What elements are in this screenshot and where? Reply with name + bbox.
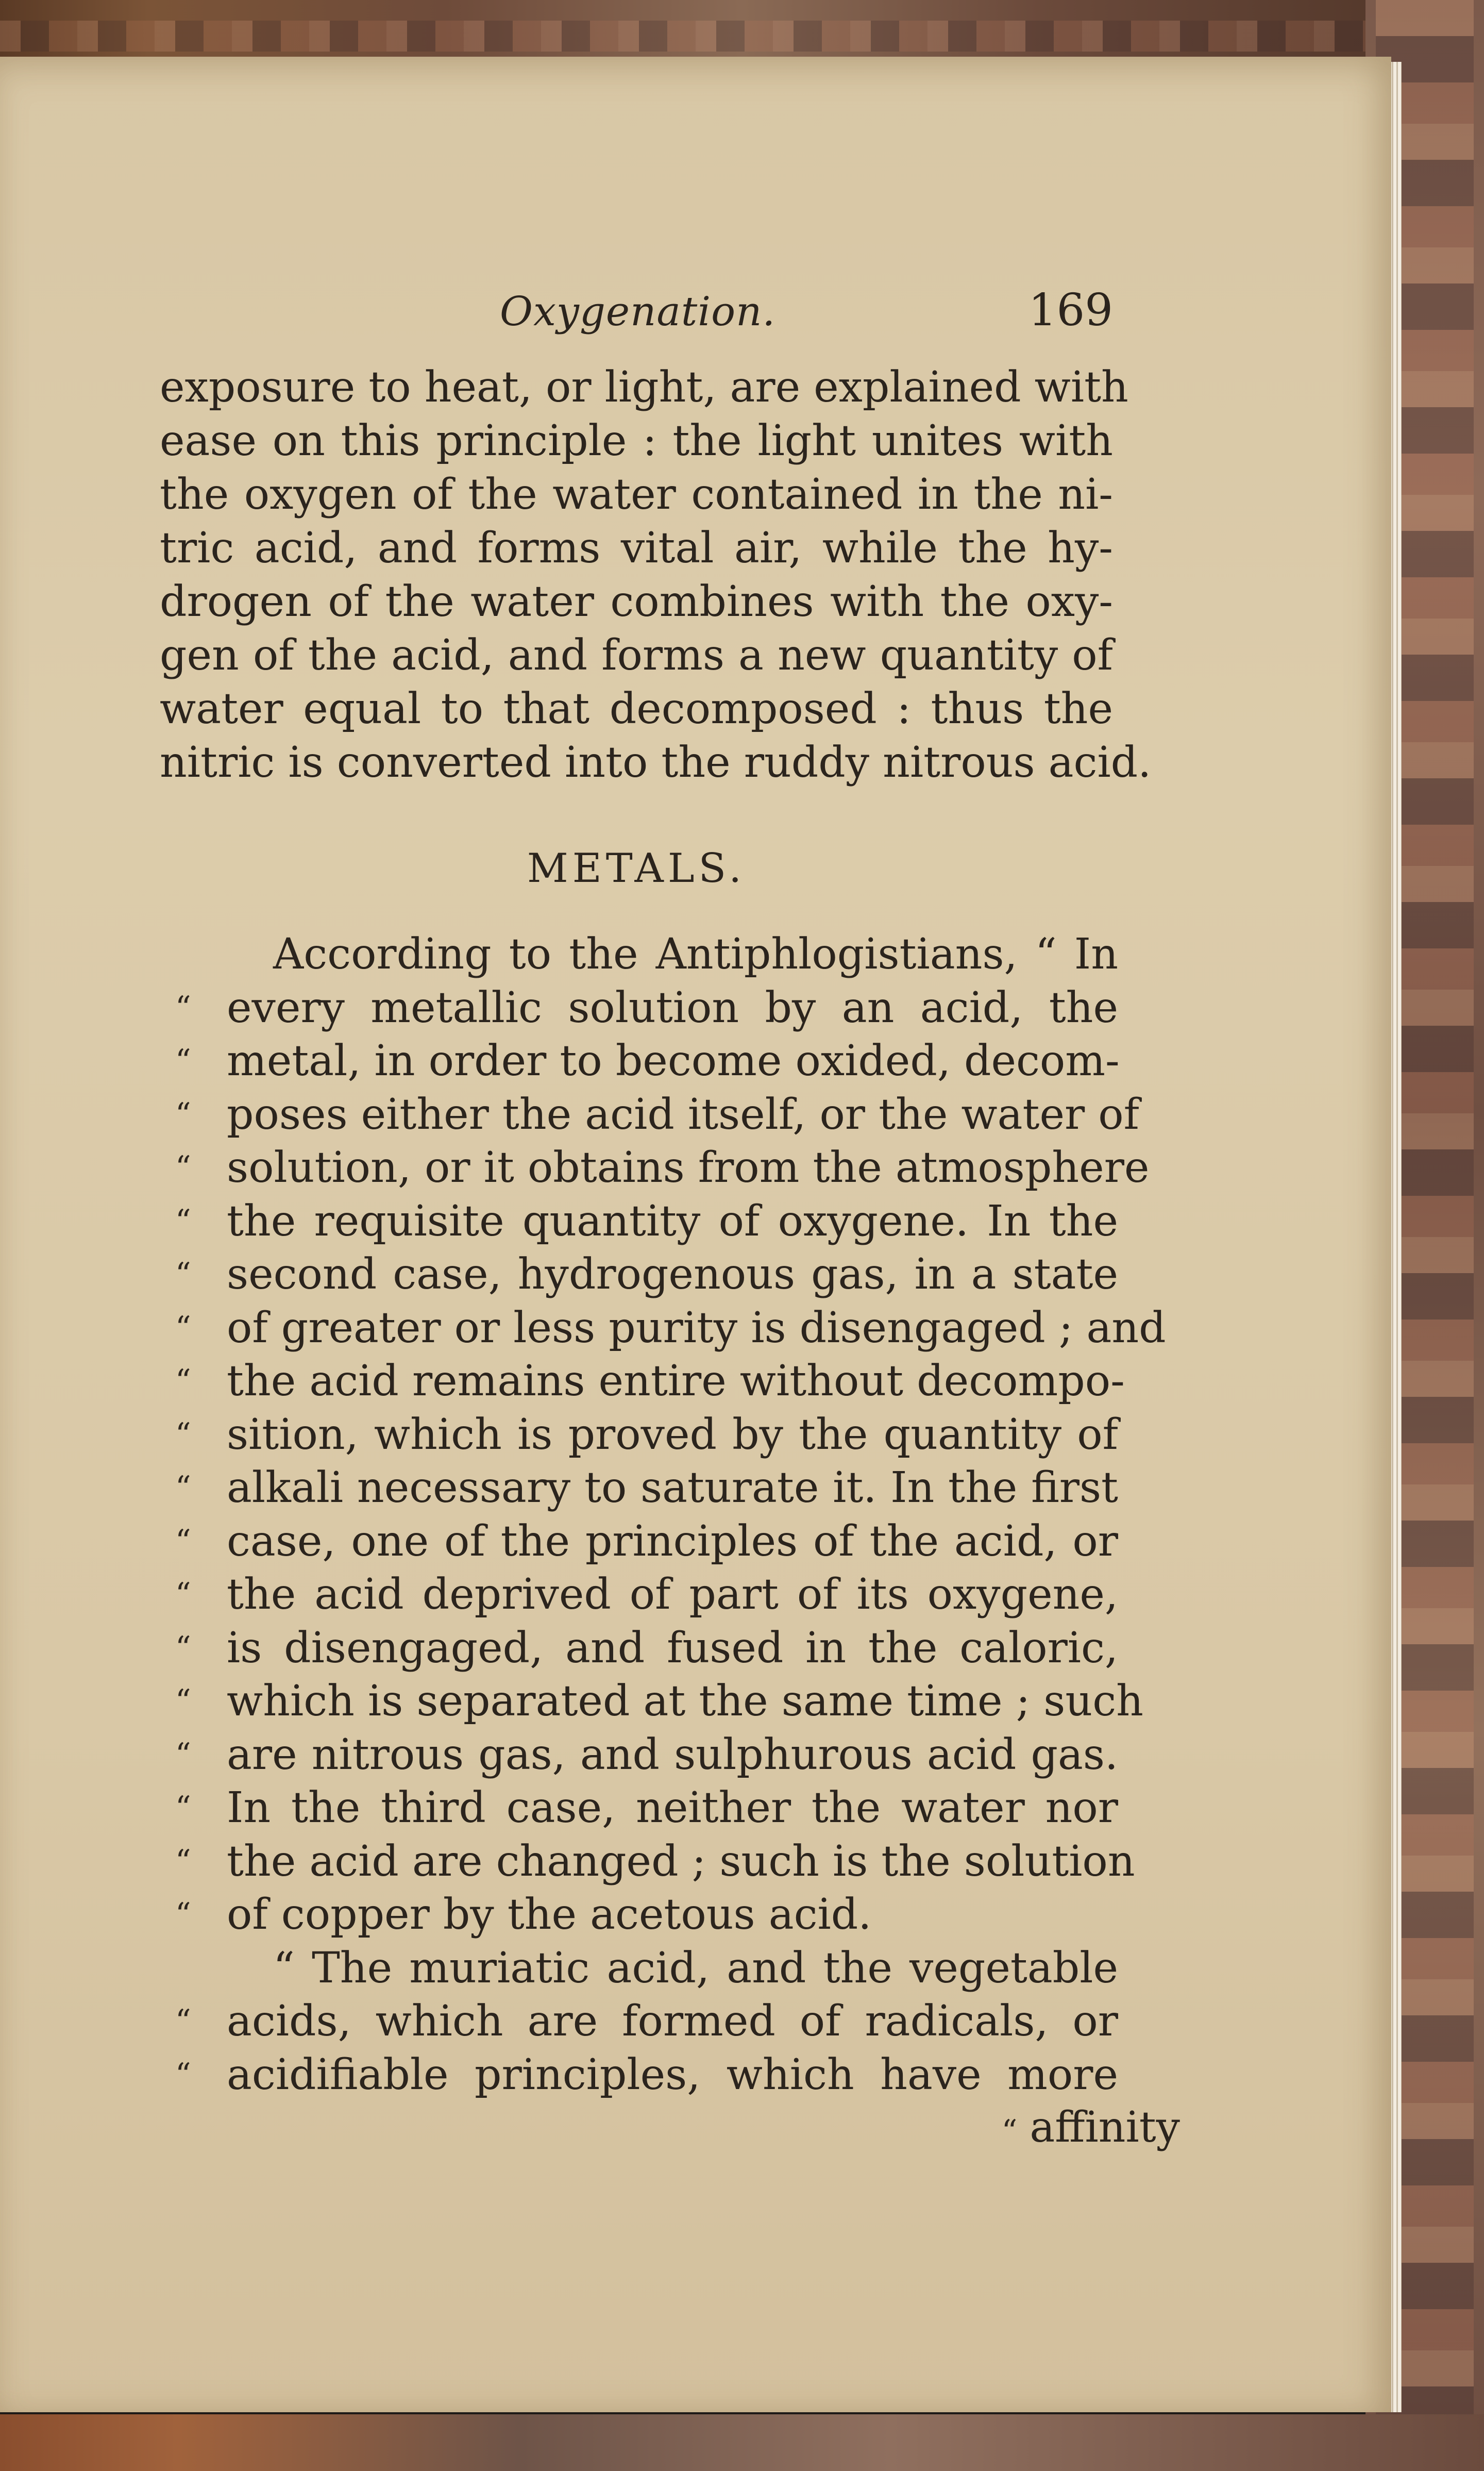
quote-text: the acid remains entire without decompo- bbox=[227, 1357, 1125, 1406]
quote-line bbox=[175, 1781, 1118, 1835]
quote-line bbox=[175, 981, 1118, 1035]
quote-text: sition, which is proved by the quantity of bbox=[227, 1410, 1118, 1459]
quote-text: According to the Antiphlogistians, “ In bbox=[273, 930, 1118, 979]
quote-line bbox=[175, 1835, 1135, 1889]
text-line: exposure to heat, or light, are explained with bbox=[160, 363, 1128, 412]
quote-text: alkali necessary to saturate it. In the first bbox=[227, 1463, 1118, 1512]
quote-line bbox=[175, 1195, 1118, 1248]
quote-mark: “ bbox=[175, 1416, 191, 1452]
quote-text: poses either the acid itself, or the water of bbox=[227, 1090, 1139, 1139]
quote-mark: “ bbox=[175, 1043, 191, 1079]
quote-text: acids, which are formed of radicals, or bbox=[227, 1997, 1118, 2046]
quote-line bbox=[175, 1355, 1125, 1408]
quote-text: every metallic solution by an acid, the bbox=[227, 983, 1118, 1032]
quote-line bbox=[175, 1034, 1118, 1088]
quote-text: are nitrous gas, and sulphurous acid gas. bbox=[227, 1730, 1118, 1779]
quote-text: metal, in order to become oxided, decom- bbox=[227, 1037, 1120, 1086]
quote-line bbox=[175, 1088, 1139, 1142]
section-heading-metals: METALS. bbox=[527, 845, 746, 892]
text-line: drogen of the water combines with the oxy- bbox=[160, 577, 1113, 626]
quote-text: of greater or less purity is disengaged ; and bbox=[227, 1303, 1166, 1353]
quote-mark: “ bbox=[175, 1790, 191, 1826]
quote-mark-slot bbox=[175, 928, 227, 981]
text-line: gen of the acid, and forms a new quantity of bbox=[160, 631, 1113, 680]
quote-text: acidifiable principles, which have more bbox=[227, 2050, 1118, 2099]
quote-line bbox=[175, 1675, 1143, 1728]
quote-mark: “ bbox=[175, 1309, 191, 1346]
quote-mark: “ bbox=[175, 989, 191, 1026]
quote-mark: “ bbox=[175, 1683, 191, 1719]
quote-text: “ The muriatic acid, and the vegetable bbox=[273, 1943, 1118, 1993]
page-number: 169 bbox=[1028, 285, 1113, 336]
quote-line bbox=[175, 1301, 1166, 1355]
cover-board-bottom bbox=[0, 2414, 1484, 2471]
quote-line bbox=[175, 1408, 1118, 1462]
quote-mark: “ bbox=[175, 1736, 191, 1773]
quote-mark: “ bbox=[175, 1470, 191, 1506]
quote-mark: “ bbox=[175, 1203, 191, 1239]
quote-line bbox=[175, 1568, 1118, 1622]
quote-mark: “ bbox=[175, 1149, 191, 1186]
quote-mark: “ bbox=[175, 1363, 191, 1399]
quote-mark: “ bbox=[175, 2056, 191, 2093]
quote-line bbox=[175, 1248, 1118, 1301]
text-line: tric acid, and forms vital air, while the hy- bbox=[160, 524, 1113, 573]
quote-text: is disengaged, and fused in the caloric, bbox=[227, 1623, 1118, 1673]
quote-mark: “ bbox=[175, 1843, 191, 1879]
quote-mark-slot bbox=[175, 1942, 227, 1995]
quote-line bbox=[175, 1888, 1118, 1942]
paragraph-exposure bbox=[160, 361, 1152, 790]
quote-mark: “ bbox=[1001, 2113, 1018, 2149]
text-line: water equal to that decomposed : thus the bbox=[160, 684, 1113, 733]
quote-line bbox=[175, 1515, 1118, 1568]
quote-mark: “ bbox=[175, 1629, 191, 1666]
quote-line bbox=[175, 2048, 1118, 2102]
quote-text: In the third case, neither the water nor bbox=[227, 1783, 1118, 1832]
quote-line bbox=[175, 1141, 1150, 1195]
quote-mark: “ bbox=[175, 1523, 191, 1559]
quote-line bbox=[175, 1461, 1118, 1515]
quote-text: solution, or it obtains from the atmosphere bbox=[227, 1143, 1150, 1192]
text-line: the oxygen of the water contained in the ni- bbox=[160, 470, 1113, 519]
quote-mark: “ bbox=[175, 1896, 191, 1932]
page-header bbox=[160, 285, 1113, 345]
running-title: Oxygenation. bbox=[500, 289, 776, 335]
quote-text: second case, hydrogenous gas, in a state bbox=[227, 1250, 1118, 1299]
quote-line bbox=[175, 1622, 1118, 1675]
quote-line bbox=[175, 1942, 1118, 1995]
text-line: ease on this principle : the light unites with bbox=[160, 416, 1113, 465]
quote-text: the acid are changed ; such is the solution bbox=[227, 1836, 1135, 1886]
quote-text: of copper by the acetous acid. bbox=[227, 1890, 872, 1939]
quote-mark: “ bbox=[175, 1256, 191, 1292]
quote-text: case, one of the principles of the acid, or bbox=[227, 1516, 1118, 1566]
quote-mark: “ bbox=[175, 1096, 191, 1132]
quotation-block bbox=[175, 928, 1166, 2101]
quote-line bbox=[175, 928, 1118, 981]
quote-mark: “ bbox=[175, 2003, 191, 2039]
catchword-text: affinity bbox=[1030, 2103, 1180, 2152]
quote-text: which is separated at the same time ; such bbox=[227, 1677, 1143, 1726]
quote-text: the acid deprived of part of its oxygene, bbox=[227, 1570, 1118, 1619]
quote-mark: “ bbox=[175, 1576, 191, 1612]
quote-text: the requisite quantity of oxygene. In the bbox=[227, 1196, 1118, 1246]
catchword bbox=[1002, 2103, 1180, 2152]
quote-line bbox=[175, 1995, 1118, 2048]
quote-line bbox=[175, 1728, 1118, 1782]
text-line: nitric is converted into the ruddy nitrous acid. bbox=[160, 738, 1152, 787]
